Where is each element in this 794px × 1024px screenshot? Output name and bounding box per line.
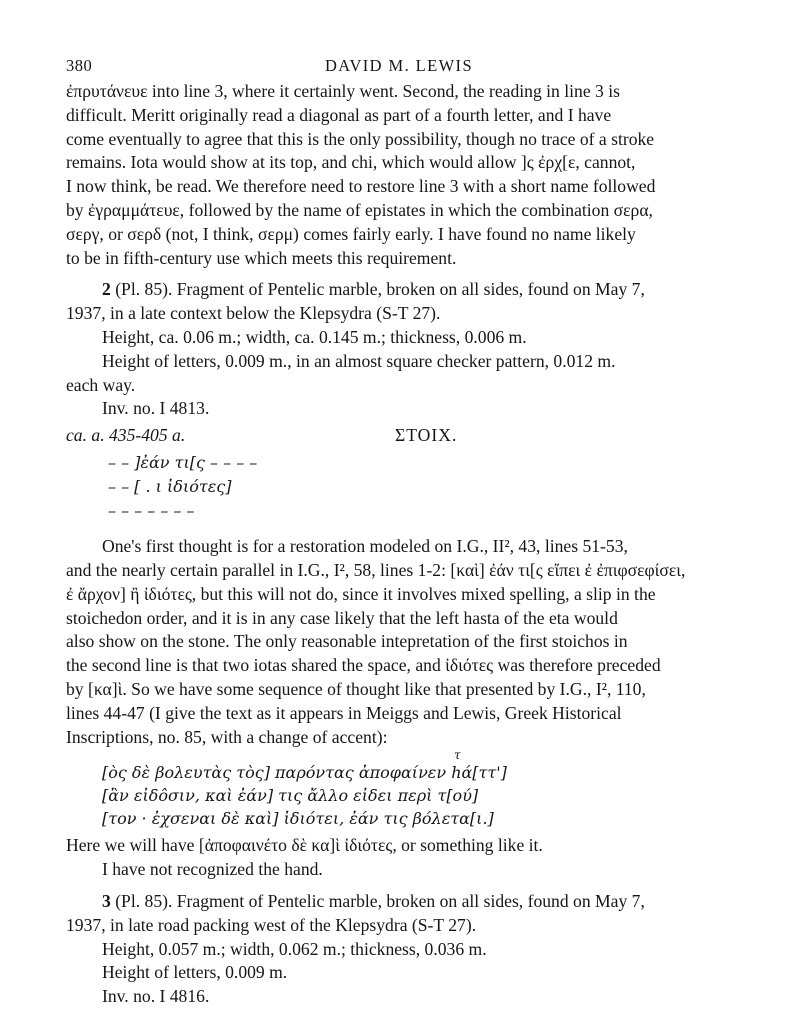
page-header bbox=[66, 50, 732, 80]
text-line: by [κα]ὶ. So we have some sequence of thought like that presented by I.G., I², 110, bbox=[66, 678, 646, 699]
entry-dimensions: Height, 0.057 m.; width, 0.062 m.; thickness, 0.036 m. bbox=[102, 938, 487, 959]
inscription-line: – – [ . ι ἰδιότες] bbox=[108, 477, 232, 497]
text-line: the second line is that two iotas shared the space, and ἰδιότες was therefore preceded bbox=[66, 655, 661, 676]
text-line: by ἐγραμμάτευε, followed by the name of epistates in which the combination σερα, bbox=[66, 199, 653, 220]
inscription-style: ΣΤΟΙΧ. bbox=[395, 425, 458, 446]
page-number: 380 bbox=[66, 56, 93, 75]
text-line: lines 44-47 (I give the text as it appears in Meiggs and Lewis, Greek Historical bbox=[66, 702, 622, 723]
entry-letter-height-cont: each way. bbox=[66, 374, 136, 395]
entry-letter-height: Height of letters, 0.009 m. bbox=[102, 962, 288, 983]
entry-number: 3 bbox=[102, 890, 111, 911]
text-line: ἐπρυτάνευε into line 3, where it certainly went. Second, the reading in line 3 is bbox=[66, 81, 620, 101]
text-line: Here we will have [ἀποφαινέτο δὲ κα]ὶ ἰδιότες, or something like it. bbox=[66, 835, 543, 856]
text-line: σεργ, or σερδ (not, I think, σερμ) comes fairly early. I have found no name likely bbox=[66, 223, 636, 244]
quote-line: [ἂν εἰδôσιν, καὶ ἐάν] τις ἄλλο εἰδει περὶ τ[ού] bbox=[102, 786, 479, 806]
quote-line: [τον · ἐχσεναι δὲ καὶ] ἰδιότει, ἐάν τις βόλετα[ι.] bbox=[102, 809, 494, 829]
text-line: ἐ ἄρχον] ἢ ἰδιότες, but this will not do, since it involves mixed spelling, a slip in the bbox=[66, 583, 656, 604]
text-line: remains. Iota would show at its top, and chi, which would allow ]ς ἐρχ[ε, cannot, bbox=[66, 152, 636, 173]
text-line: also show on the stone. The only reasonable intepretation of the first stoichos in bbox=[66, 631, 628, 652]
inscription-text bbox=[66, 451, 732, 523]
entry-description-line: 3 (Pl. 85). Fragment of Pentelic marble, broken on all sides, found on May 7, bbox=[102, 890, 645, 911]
entry-inventory: Inv. no. I 4816. bbox=[102, 986, 210, 1007]
inscription-header bbox=[66, 425, 732, 451]
text-line: I now think, be read. We therefore need to restore line 3 with a short name followed bbox=[66, 176, 656, 197]
catalog-entry-2 bbox=[66, 278, 732, 421]
entry-inventory: Inv. no. I 4813. bbox=[102, 398, 210, 419]
inscription-line: – – – – – – – bbox=[108, 501, 195, 521]
text-line: One's first thought is for a restoration modeled on I.G., II², 43, lines 51-53, bbox=[102, 536, 628, 557]
inscription-line: – – ]ἐάν τι[ς – – – – bbox=[108, 453, 258, 473]
entry-description-line: 1937, in late road packing west of the Klepsydra (S-T 27). bbox=[66, 914, 477, 935]
paragraph-continuation bbox=[66, 80, 732, 270]
page bbox=[66, 50, 732, 1009]
entry-description-line: 1937, in a late context below the Klepsydra (S-T 27). bbox=[66, 303, 441, 324]
paragraph-discussion bbox=[66, 535, 732, 749]
text-line: I have not recognized the hand. bbox=[102, 859, 323, 880]
entry-description-line: 2 (Pl. 85). Fragment of Pentelic marble, broken on all sides, found on May 7, bbox=[102, 279, 645, 300]
quoted-inscription bbox=[66, 761, 732, 830]
entry-letter-height: Height of letters, 0.009 m., in an almost square checker pattern, 0.012 m. bbox=[102, 350, 616, 371]
entry-dimensions: Height, ca. 0.06 m.; width, ca. 0.145 m.; thickness, 0.006 m. bbox=[102, 326, 527, 347]
quote-superscript: τ bbox=[454, 748, 461, 763]
catalog-entry-3 bbox=[66, 890, 732, 1009]
inscription-date: ca. a. 435-405 a. bbox=[66, 425, 186, 446]
entry-number: 2 bbox=[102, 279, 111, 300]
running-title: DAVID M. LEWIS bbox=[324, 56, 474, 75]
text-line: to be in fifth-century use which meets this requirement. bbox=[66, 247, 457, 268]
text-line: Inscriptions, no. 85, with a change of accent): bbox=[66, 726, 388, 747]
text-line: come eventually to agree that this is the only possibility, though no trace of a stroke bbox=[66, 128, 655, 149]
paragraph-conclusion bbox=[66, 834, 732, 882]
quote-line: [ὸς δὲ βολευτὰς τὸς] παρόντας ἀποφαίνεν hά[ττ'] bbox=[102, 763, 507, 783]
text-line: difficult. Meritt originally read a diagonal as part of a fourth letter, and I have bbox=[66, 104, 612, 125]
text-line: and the nearly certain parallel in I.G., I², 58, lines 1-2: [καὶ] ἐάν τι[ς εἴπει ἐ ἐπιφσεφίσει, bbox=[66, 559, 686, 580]
text-line: stoichedon order, and it is in any case likely that the left hasta of the eta would bbox=[66, 607, 618, 628]
